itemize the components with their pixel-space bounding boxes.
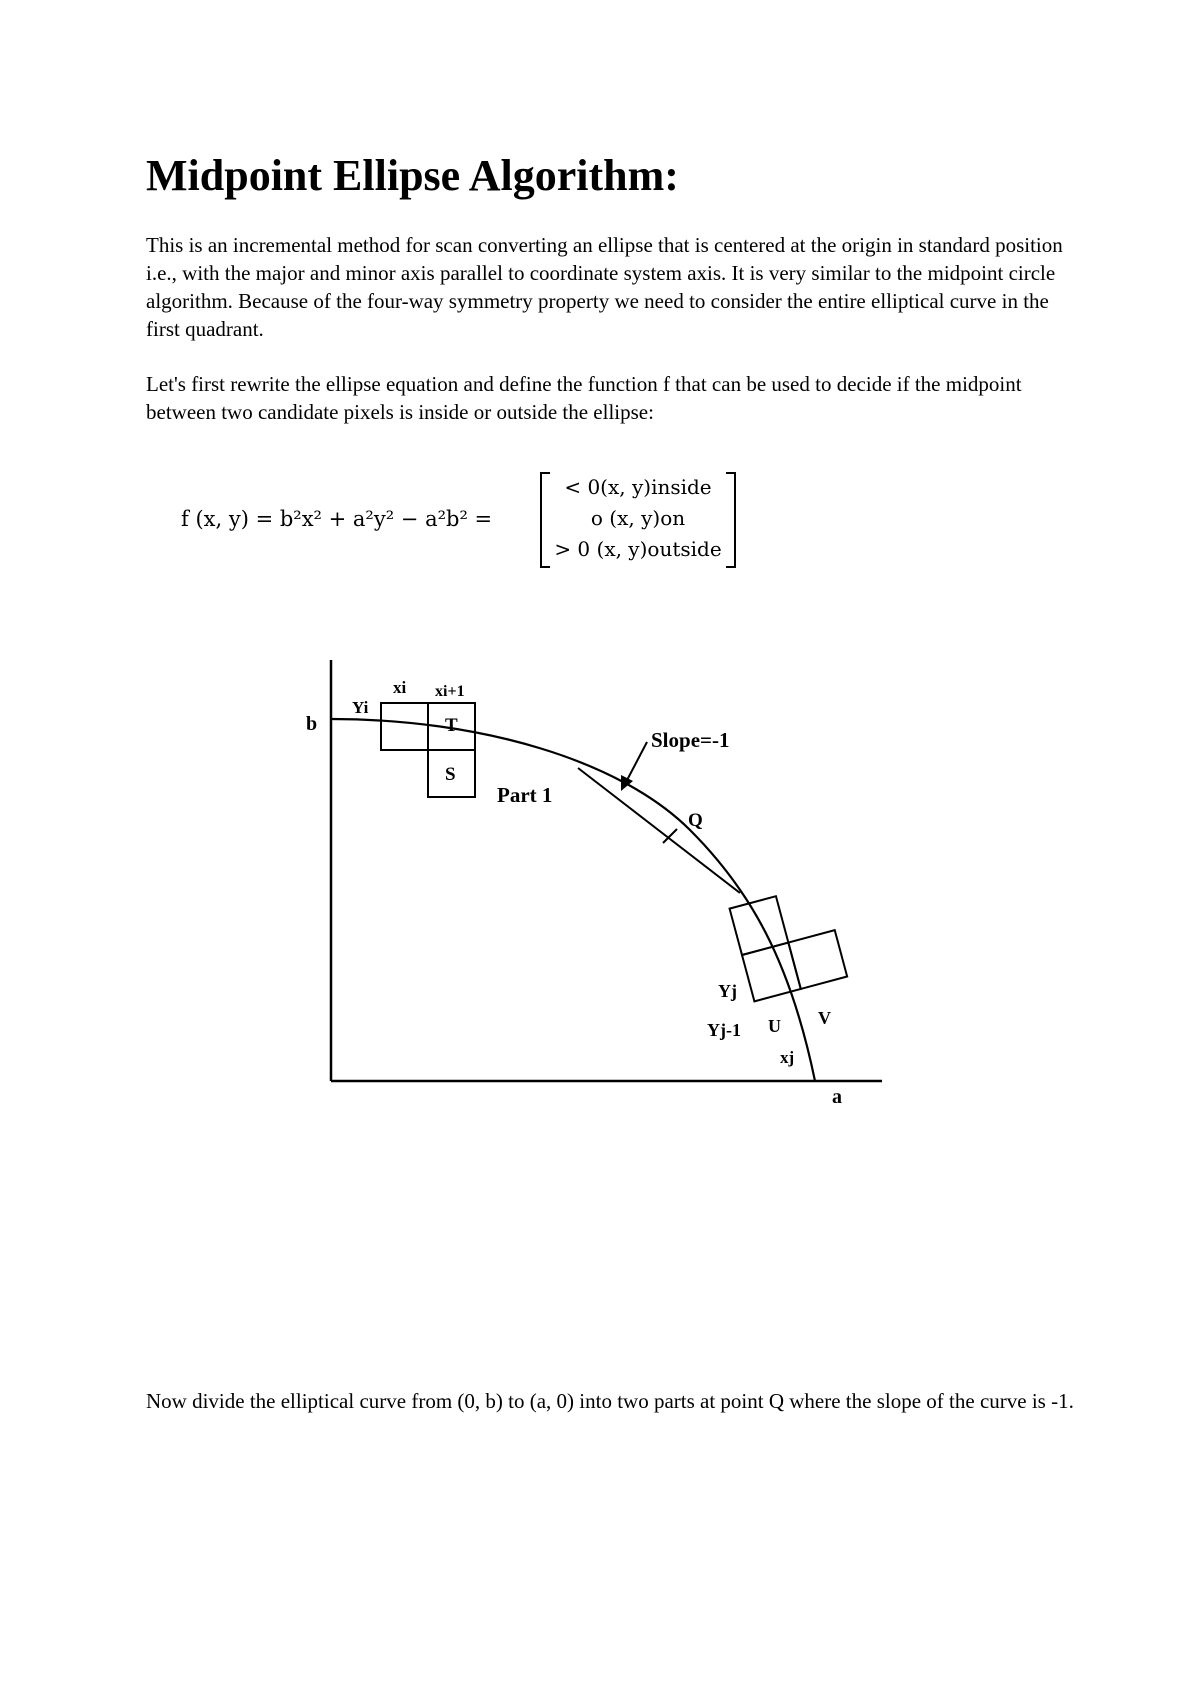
- function-paragraph: Let's first rewrite the ellipse equation and define the function f that can be used to decide if the midpoint between two candidate pixels is inside or outside the ellipse:: [146, 372, 1022, 424]
- label-xi-plus-1: xi+1: [435, 683, 465, 700]
- label-yj-minus-1: Yj-1: [707, 1020, 741, 1040]
- tangent-line: [578, 768, 740, 893]
- intro-paragraph: This is an incremental method for scan converting an ellipse that is centered at the origin in standard position i.e., with the major and minor axis parallel to coordinate system axis. It is very similar to the midpoint circle algorithm. Because of the four-way symmetry property we need to consider the entire elliptical curve in the first quadrant.: [146, 233, 1063, 341]
- label-yj: Yj: [718, 981, 737, 1001]
- pixel-box-yi: [381, 703, 428, 750]
- division-paragraph: Now divide the elliptical curve from (0, b) to (a, 0) into two parts at point Q where the slope of the curve is -1.: [146, 1389, 1074, 1413]
- label-s: S: [445, 764, 456, 785]
- label-u: U: [768, 1016, 781, 1036]
- label-slope: Slope=-1: [651, 728, 730, 752]
- label-yi: Yi: [352, 698, 369, 717]
- slope-arrow-line: [625, 742, 647, 784]
- pixel-box-yj: [730, 896, 789, 955]
- page-title: Midpoint Ellipse Algorithm:: [146, 151, 679, 200]
- case-outside: > 0 (x, y)outside: [554, 537, 722, 561]
- equation-lhs: f (x, y) = b²x² + a²y² − a²b² =: [181, 507, 493, 531]
- case-on: o (x, y)on: [590, 506, 686, 530]
- elliptical-curve: [331, 719, 815, 1081]
- slope-arrow-head: [621, 775, 633, 791]
- label-part-1: Part 1: [497, 783, 553, 807]
- label-a: a: [832, 1086, 842, 1108]
- label-v: V: [818, 1008, 831, 1028]
- case-inside: < 0(x, y)inside: [564, 475, 712, 499]
- label-t: T: [445, 715, 458, 736]
- label-xi: xi: [393, 678, 407, 697]
- label-xj: xj: [780, 1048, 795, 1067]
- pixel-box-v: [788, 930, 847, 989]
- label-b: b: [306, 713, 318, 735]
- label-q: Q: [688, 810, 703, 831]
